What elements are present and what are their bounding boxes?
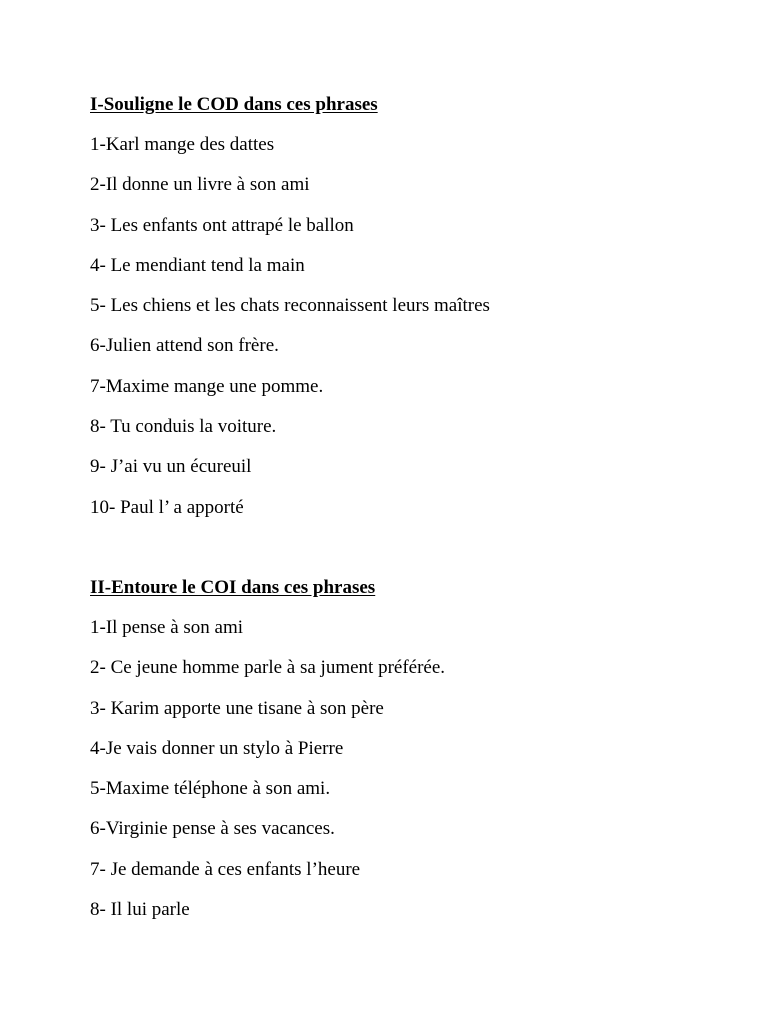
exercise-sentence: 6-Julien attend son frère. [90, 335, 279, 357]
section-spacer [90, 536, 730, 576]
exercise-sentence: 2- Ce jeune homme parle à sa jument préférée. [90, 657, 446, 679]
exercise-sentence: 2-Il donne un livre à son ami [90, 174, 310, 196]
exercise-sentence: 5-Maxime téléphone à son ami. [90, 778, 331, 800]
exercise-sentence: 1-Karl mange des dattes [90, 134, 275, 155]
exercise-sentence: 7- Je demande à ces enfants l’heure [90, 858, 361, 880]
exercise-sentence: 5- Les chiens et les chats reconnaissent leurs maîtres [90, 295, 490, 317]
exercise-sentence: 1-Il pense à son ami [90, 616, 244, 638]
exercise-sentence: 10- Paul l’ a apporté [90, 496, 244, 518]
exercise-sentence: 4-Je vais donner un stylo à Pierre [90, 737, 344, 759]
document-page [90, 93, 730, 938]
exercise-sentence: 8- Tu conduis la voiture. [90, 416, 277, 438]
section-coi [90, 576, 730, 938]
section-title: I-Souligne le COD dans ces phrases [90, 94, 378, 115]
exercise-sentence: 7-Maxime mange une pomme. [90, 375, 324, 397]
exercise-sentence: 8- Il lui parle [90, 899, 190, 921]
exercise-sentence: 3- Karim apporte une tisane à son père [90, 697, 384, 719]
section-cod [90, 93, 730, 536]
exercise-sentence: 6-Virginie pense à ses vacances. [90, 818, 335, 840]
exercise-sentence: 4- Le mendiant tend la main [90, 254, 305, 276]
section-title: II-Entoure le COI dans ces phrases [90, 576, 376, 598]
exercise-sentence: 3- Les enfants ont attrapé le ballon [90, 214, 354, 236]
exercise-sentence: 9- J’ai vu un écureuil [90, 456, 252, 478]
